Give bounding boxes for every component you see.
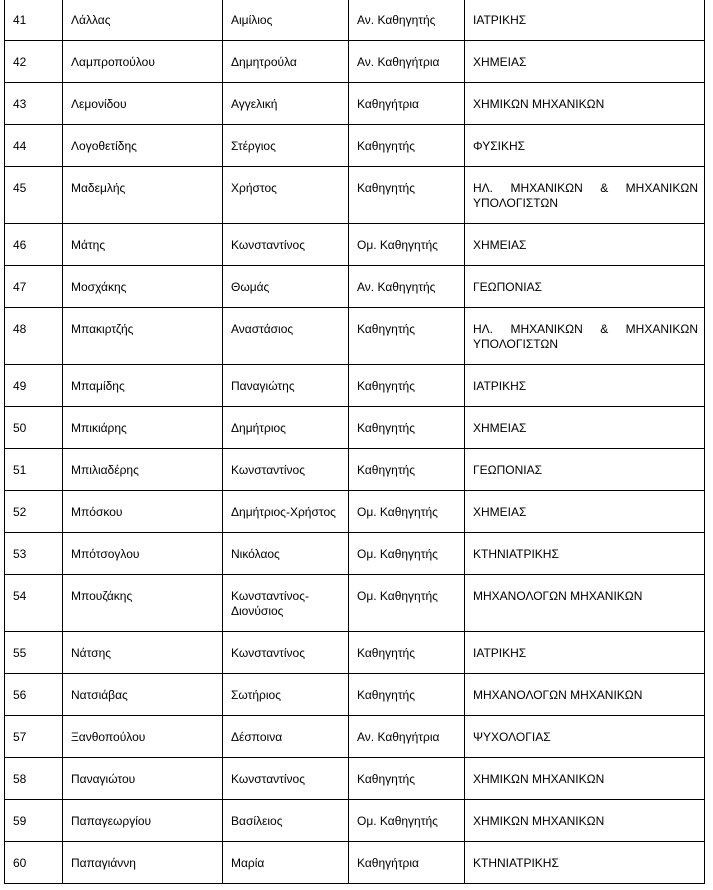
- table-row: [5, 83, 705, 125]
- first-name-cell: Κωνσταντίνος: [223, 758, 349, 800]
- first-name-cell: Χρήστος: [223, 167, 349, 224]
- table-row: [5, 449, 705, 491]
- department-cell: ΗΛ. ΜΗΧΑΝΙΚΩΝ & ΜΗΧΑΝΙΚΩΝ ΥΠΟΛΟΓΙΣΤΩΝ: [465, 308, 705, 365]
- surname-cell: Λαμπροπούλου: [63, 41, 223, 83]
- department-cell: ΚΤΗΝΙΑΤΡΙΚΗΣ: [465, 533, 705, 575]
- first-name-cell: Μαρία: [223, 842, 349, 884]
- first-name-cell: Θωμάς: [223, 266, 349, 308]
- table-row: [5, 365, 705, 407]
- table-row: [5, 125, 705, 167]
- table-row: [5, 674, 705, 716]
- rank-cell: Καθηγητής: [349, 632, 465, 674]
- department-cell: ΓΕΩΠΟΝΙΑΣ: [465, 449, 705, 491]
- first-name-cell: Αγγελική: [223, 83, 349, 125]
- department-cell: ΧΗΜΙΚΩΝ ΜΗΧΑΝΙΚΩΝ: [465, 83, 705, 125]
- surname-cell: Μπότσογλου: [63, 533, 223, 575]
- table-row: [5, 308, 705, 365]
- surname-cell: Λογοθετίδης: [63, 125, 223, 167]
- surname-cell: Λεμονίδου: [63, 83, 223, 125]
- surname-cell: Μπιλιαδέρης: [63, 449, 223, 491]
- row-number-cell: 59: [5, 800, 63, 842]
- rank-cell: Ομ. Καθηγητής: [349, 491, 465, 533]
- department-cell: ΧΗΜΕΙΑΣ: [465, 41, 705, 83]
- row-number-cell: 44: [5, 125, 63, 167]
- surname-cell: Μπόσκου: [63, 491, 223, 533]
- table-row: [5, 0, 705, 41]
- first-name-cell: Κωνσταντίνος: [223, 449, 349, 491]
- department-cell: ΦΥΣΙΚΗΣ: [465, 125, 705, 167]
- rank-cell: Καθηγητής: [349, 125, 465, 167]
- table-row: [5, 41, 705, 83]
- rank-cell: Καθηγητής: [349, 407, 465, 449]
- department-cell: ΧΗΜΙΚΩΝ ΜΗΧΑΝΙΚΩΝ: [465, 758, 705, 800]
- rank-cell: Ομ. Καθηγητής: [349, 575, 465, 632]
- row-number-cell: 43: [5, 83, 63, 125]
- rank-cell: Ομ. Καθηγητής: [349, 224, 465, 266]
- rank-cell: Αν. Καθηγήτρια: [349, 41, 465, 83]
- department-cell: ΧΗΜΕΙΑΣ: [465, 491, 705, 533]
- department-cell: ΓΕΩΠΟΝΙΑΣ: [465, 266, 705, 308]
- row-number-cell: 48: [5, 308, 63, 365]
- row-number-cell: 52: [5, 491, 63, 533]
- first-name-cell: Δημήτριος-Χρήστος: [223, 491, 349, 533]
- first-name-cell: Αναστάσιος: [223, 308, 349, 365]
- surname-cell: Ξανθοπούλου: [63, 716, 223, 758]
- first-name-cell: Στέργιος: [223, 125, 349, 167]
- table-row: [5, 491, 705, 533]
- department-cell: ΨΥΧΟΛΟΓΙΑΣ: [465, 716, 705, 758]
- row-number-cell: 53: [5, 533, 63, 575]
- table-row: [5, 533, 705, 575]
- first-name-cell: Κωνσταντίνος: [223, 632, 349, 674]
- table-row: [5, 167, 705, 224]
- table-row: [5, 575, 705, 632]
- department-cell: ΜΗΧΑΝΟΛΟΓΩΝ ΜΗΧΑΝΙΚΩΝ: [465, 575, 705, 632]
- first-name-cell: Δημητρούλα: [223, 41, 349, 83]
- rank-cell: Αν. Καθηγήτρια: [349, 716, 465, 758]
- surname-cell: Μαδεμλής: [63, 167, 223, 224]
- surname-cell: Μπουζάκης: [63, 575, 223, 632]
- surname-cell: Νατσιάβας: [63, 674, 223, 716]
- first-name-cell: Δημήτριος: [223, 407, 349, 449]
- department-cell: ΗΛ. ΜΗΧΑΝΙΚΩΝ & ΜΗΧΑΝΙΚΩΝ ΥΠΟΛΟΓΙΣΤΩΝ: [465, 167, 705, 224]
- faculty-table-body: [5, 0, 705, 884]
- surname-cell: Μάτης: [63, 224, 223, 266]
- row-number-cell: 58: [5, 758, 63, 800]
- rank-cell: Ομ. Καθηγητής: [349, 533, 465, 575]
- row-number-cell: 60: [5, 842, 63, 884]
- rank-cell: Ομ. Καθηγητής: [349, 800, 465, 842]
- rank-cell: Καθηγητής: [349, 758, 465, 800]
- row-number-cell: 54: [5, 575, 63, 632]
- department-cell: ΙΑΤΡΙΚΗΣ: [465, 365, 705, 407]
- department-cell: ΧΗΜΙΚΩΝ ΜΗΧΑΝΙΚΩΝ: [465, 800, 705, 842]
- department-cell: ΙΑΤΡΙΚΗΣ: [465, 632, 705, 674]
- table-row: [5, 716, 705, 758]
- row-number-cell: 46: [5, 224, 63, 266]
- first-name-cell: Παναγιώτης: [223, 365, 349, 407]
- row-number-cell: 56: [5, 674, 63, 716]
- rank-cell: Αν. Καθηγητής: [349, 266, 465, 308]
- row-number-cell: 51: [5, 449, 63, 491]
- first-name-cell: Αιμίλιος: [223, 0, 349, 41]
- row-number-cell: 47: [5, 266, 63, 308]
- rank-cell: Καθηγήτρια: [349, 83, 465, 125]
- surname-cell: Λάλλας: [63, 0, 223, 41]
- rank-cell: Καθηγήτρια: [349, 842, 465, 884]
- first-name-cell: Κωνσταντίνος-Διονύσιος: [223, 575, 349, 632]
- first-name-cell: Βασίλειος: [223, 800, 349, 842]
- rank-cell: Καθηγητής: [349, 365, 465, 407]
- table-row: [5, 224, 705, 266]
- department-cell: ΜΗΧΑΝΟΛΟΓΩΝ ΜΗΧΑΝΙΚΩΝ: [465, 674, 705, 716]
- surname-cell: Παπαγεωργίου: [63, 800, 223, 842]
- table-row: [5, 632, 705, 674]
- row-number-cell: 42: [5, 41, 63, 83]
- surname-cell: Μπαμίδης: [63, 365, 223, 407]
- table-row: [5, 407, 705, 449]
- table-row: [5, 758, 705, 800]
- first-name-cell: Δέσποινα: [223, 716, 349, 758]
- row-number-cell: 41: [5, 0, 63, 41]
- faculty-table: [4, 0, 705, 884]
- row-number-cell: 55: [5, 632, 63, 674]
- rank-cell: Καθηγητής: [349, 167, 465, 224]
- surname-cell: Μπικιάρης: [63, 407, 223, 449]
- department-cell: ΙΑΤΡΙΚΗΣ: [465, 0, 705, 41]
- surname-cell: Μπακιρτζής: [63, 308, 223, 365]
- row-number-cell: 45: [5, 167, 63, 224]
- department-cell: ΧΗΜΕΙΑΣ: [465, 224, 705, 266]
- surname-cell: Παπαγιάννη: [63, 842, 223, 884]
- department-cell: ΚΤΗΝΙΑΤΡΙΚΗΣ: [465, 842, 705, 884]
- table-row: [5, 800, 705, 842]
- surname-cell: Νάτσης: [63, 632, 223, 674]
- rank-cell: Καθηγητής: [349, 449, 465, 491]
- rank-cell: Καθηγητής: [349, 308, 465, 365]
- surname-cell: Μοσχάκης: [63, 266, 223, 308]
- row-number-cell: 49: [5, 365, 63, 407]
- row-number-cell: 57: [5, 716, 63, 758]
- table-row: [5, 842, 705, 884]
- rank-cell: Αν. Καθηγητής: [349, 0, 465, 41]
- first-name-cell: Σωτήριος: [223, 674, 349, 716]
- rank-cell: Καθηγητής: [349, 674, 465, 716]
- surname-cell: Παναγιώτου: [63, 758, 223, 800]
- table-row: [5, 266, 705, 308]
- department-cell: ΧΗΜΕΙΑΣ: [465, 407, 705, 449]
- first-name-cell: Κωνσταντίνος: [223, 224, 349, 266]
- first-name-cell: Νικόλαος: [223, 533, 349, 575]
- row-number-cell: 50: [5, 407, 63, 449]
